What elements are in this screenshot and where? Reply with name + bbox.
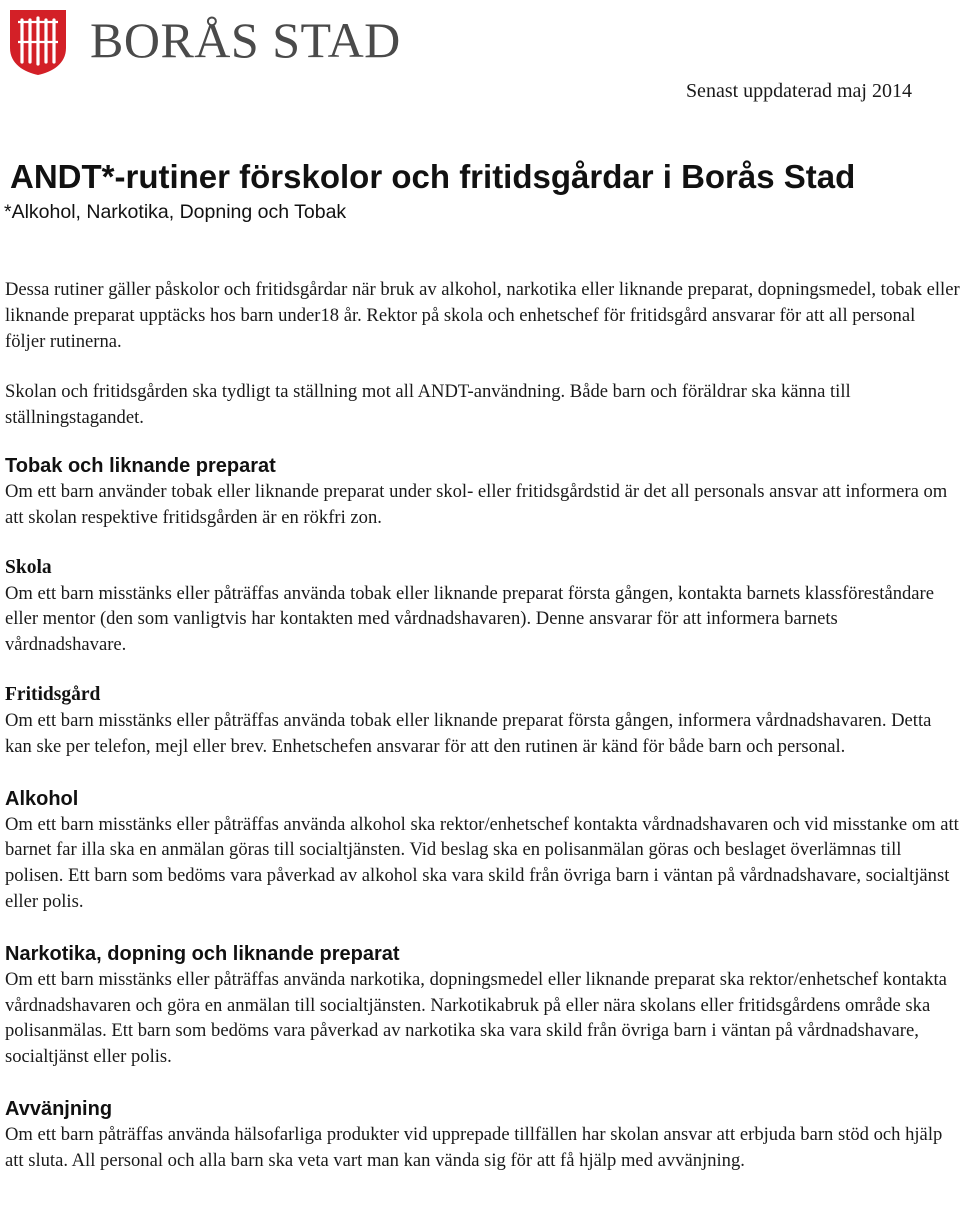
intro-paragraph-2: Skolan och fritidsgården ska tydligt ta ställning mot all ANDT-användning. Både barn och föräldrar ska känna till ställningstagandet. [5,381,851,429]
heading-skola: Skola [5,556,52,578]
last-updated: Senast uppdaterad maj 2014 [685,80,912,102]
coat-of-arms-icon [8,8,68,76]
paragraph-fritidsgard: Om ett barn misstänks eller påträffas använda tobak eller liknande preparat första gången, informera vårdnadshavaren. Detta kan ske per telefon, mejl eller brev. Enhetschefen ansvarar för att den rutinen är känd för både barn och personal. [5,709,932,757]
heading-avvanjning: Avvänjning [5,1097,113,1120]
paragraph-tobak: Om ett barn använder tobak eller liknande preparat under skol- eller fritidsgårdstid är det all personals ansvar att informera om att skolan respektive fritidsgården är en rökfri zon. [5,480,948,528]
boras-stad-logo [8,6,401,76]
heading-alkohol: Alkohol [5,787,79,810]
document-body [5,277,960,1174]
page-subtitle: *Alkohol, Narkotika, Dopning och Tobak [4,201,347,223]
paragraph-alkohol: Om ett barn misstänks eller påträffas använda alkohol ska rektor/enhetschef kontakta vårdnadshavaren och vid misstanke om att barnet far illa ska en anmälan göras till socialtjänsten. Vid beslag ska en polisanmälan göras och beslaget överlämnas till polisen. Ett barn som bedöms vara påverkad av alkohol ska vara skild från övriga barn i väntan på vårdnadshavare, socialtjänst eller polis. [5,813,959,912]
heading-fritidsgard: Fritidsgård [5,683,101,705]
paragraph-avvanjning: Om ett barn påträffas använda hälsofarliga produkter vid upprepade tillfällen har skolan ansvar att erbjuda barn stöd och hjälp att sluta. All personal och alla barn ska veta vart man kan vända sig för att få hjälp med avvänjning. [5,1123,943,1171]
page-title: ANDT*-rutiner förskolor och fritidsgårdar i Borås Stad [10,158,856,195]
paragraph-narkotika: Om ett barn misstänks eller påträffas använda narkotika, dopningsmedel eller liknande preparat ska rektor/enhetschef kontakta vårdnadshavaren och göra en anmälan till socialtjänsten. Narkotikabruk på eller nära skolans eller fritidsgårdens område ska polisanmälas. Ett barn som bedöms vara påverkad av narkotika ska vara skild från övriga barn i väntan på vårdnadshavare, socialtjänst eller polis. [5,968,947,1068]
heading-tobak: Tobak och liknande preparat [5,454,276,477]
paragraph-skola: Om ett barn misstänks eller påträffas använda tobak eller liknande preparat första gången, kontakta barnets klassföreståndare eller mentor (den som vanligtvis har kontakten med vårdnadshavaren). Denne ansvarar för att informera barnets vårdnadshavare. [5,582,934,656]
intro-paragraph-1: Dessa rutiner gäller påskolor och fritidsgårdar när bruk av alkohol, narkotika eller liknande preparat, dopningsmedel, tobak eller liknande preparat upptäcks hos barn under18 år. Rektor på skola och enhetschef för fritidsgård ansvarar för att all personal följer rutinerna. [5,279,960,352]
logo-text: BORÅS STAD [90,12,401,68]
heading-narkotika: Narkotika, dopning och liknande preparat [5,942,400,965]
